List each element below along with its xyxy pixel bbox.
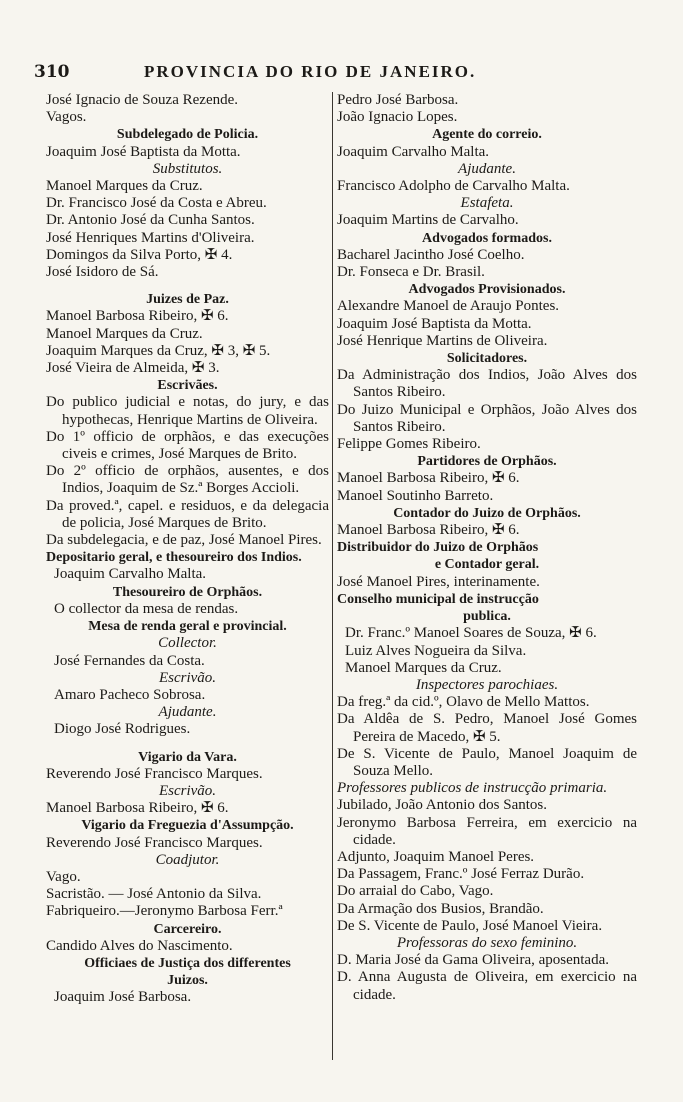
entry-line: Joaquim Martins de Carvalho.: [337, 212, 519, 229]
subheading: Estafeta.: [460, 195, 514, 212]
spacer: [46, 739, 329, 749]
subheading: Escrivão.: [158, 669, 217, 686]
entry-paragraph: Jeronymo Barbosa Ferreira, em exercicio na cidade.: [337, 814, 637, 848]
section-heading: Thesoureiro de Orphãos.: [112, 584, 263, 600]
entry-line: O collector da mesa de rendas.: [54, 600, 239, 617]
entry-paragraph: Do 1º officio de orphãos, e das execuções civeis e crimes, José Marques de Brito.: [46, 428, 329, 463]
entry-paragraph: Do 2º officio de orphãos, ausentes, e dos Indios, Joaquim de Sz.ª Borges Accioli.: [46, 463, 329, 497]
section-heading: Advogados Provisionados.: [408, 282, 566, 298]
entry-line: Bacharel Jacintho José Coelho.: [337, 246, 525, 263]
entry-line: João Ignacio Lopes.: [337, 109, 458, 126]
subheading: Inspectores parochiaes.: [415, 676, 559, 693]
section-heading: Escrivães.: [157, 378, 218, 394]
entry-line: Vago.: [46, 868, 81, 885]
entry-line: Domingos da Silva Porto, ✠ 4.: [46, 246, 233, 263]
section-heading: Distribuidor do Juizo de Orphãos: [337, 540, 539, 556]
entry-line: José Manoel Pires, interinamente.: [337, 573, 540, 590]
subheading: Ajudante.: [458, 160, 516, 177]
section-heading: Vigario da Freguezia d'Assumpção.: [81, 818, 294, 834]
entry-line: Alexandre Manoel de Araujo Pontes.: [337, 298, 560, 315]
section-heading: Conselho municipal de instrucção: [337, 591, 539, 607]
entry-line: Amaro Pacheco Sobrosa.: [54, 686, 206, 703]
section-heading: publica.: [463, 609, 511, 625]
entry-line: Manoel Barbosa Ribeiro, ✠ 6.: [337, 522, 520, 539]
section-heading: Vigario da Vara.: [138, 749, 237, 765]
entry-line: Pedro José Barbosa.: [337, 92, 459, 108]
section-heading: e Contador geral.: [434, 557, 540, 573]
entry-line: Dr. Antonio José da Cunha Santos.: [46, 212, 255, 229]
section-heading: Advogados formados.: [422, 230, 552, 246]
subheading: Coadjutor.: [155, 851, 220, 868]
entry-line: Manoel Barbosa Ribeiro, ✠ 6.: [46, 800, 229, 817]
entry-line: Felippe Gomes Ribeiro.: [337, 436, 481, 453]
entry-line: Manoel Barbosa Ribeiro, ✠ 6.: [337, 470, 520, 487]
entry-paragraph: D. Maria José da Gama Oliveira, aposentada.: [337, 952, 609, 969]
entry-line: Dr. Franc.º Manoel Soares de Souza, ✠ 6.: [345, 625, 597, 642]
entry-paragraph: Da proved.ª, capel. e residuos, e da delegacia de policia, José Marques de Brito.: [46, 497, 329, 531]
entry-line: Reverendo José Francisco Marques.: [46, 765, 263, 782]
entry-line: José Ignacio de Souza Rezende.: [46, 92, 239, 108]
entry-paragraph: D. Anna Augusta de Oliveira, em exercicio na cidade.: [337, 969, 637, 1003]
section-heading: Mesa de renda geral e provincial.: [88, 619, 287, 635]
entry-line: José Fernandes da Costa.: [54, 652, 205, 669]
entry-line: José Isidoro de Sá.: [46, 264, 159, 281]
entry-line: Manoel Marques da Cruz.: [46, 325, 203, 342]
entry-line: Joaquim Carvalho Malta.: [54, 566, 207, 583]
subheading: Substitutos.: [152, 160, 223, 177]
entry-line: Dr. Francisco José da Costa e Abreu.: [46, 195, 267, 212]
section-heading: Juizes de Paz.: [146, 292, 229, 308]
entry-line: Manoel Marques da Cruz.: [46, 178, 203, 195]
section-heading: Subdelegado de Policia.: [116, 127, 259, 143]
entry-line: Dr. Fonseca e Dr. Brasil.: [337, 264, 485, 281]
entry-line: José Vieira de Almeida, ✠ 3.: [46, 360, 220, 377]
entry-line: Adjunto, Joaquim Manoel Peres.: [337, 848, 535, 865]
column-divider: [332, 92, 333, 1060]
entry-line: Joaquim José Barbosa.: [54, 989, 192, 1006]
entry-line: José Henriques Martins d'Oliveira.: [46, 229, 255, 246]
right-column: [337, 92, 637, 1004]
spacer: [46, 281, 329, 291]
entry-line: Jubilado, João Antonio dos Santos.: [337, 797, 548, 814]
section-heading: Carcereiro.: [153, 921, 222, 937]
section-heading: Solicitadores.: [446, 351, 528, 367]
section-heading: Contador do Juizo de Orphãos.: [393, 505, 581, 521]
subheading: Professores publicos de instrucção primaria.: [337, 780, 608, 797]
entry-paragraph: Do Juizo Municipal e Orphãos, João Alves dos Santos Ribeiro.: [337, 401, 637, 435]
subheading: Collector.: [158, 635, 217, 652]
entry-line: Fabriqueiro.—Jeronymo Barbosa Ferr.ª: [46, 903, 283, 920]
entry-line: Francisco Adolpho de Carvalho Malta.: [337, 178, 570, 195]
subheading: Ajudante.: [158, 704, 217, 721]
entry-line: Reverendo José Francisco Marques.: [46, 834, 263, 851]
entry-line: Luiz Alves Nogueira da Silva.: [345, 642, 527, 659]
entry-line: Manoel Soutinho Barreto.: [337, 487, 494, 504]
entry-line: Joaquim Carvalho Malta.: [337, 143, 490, 160]
entry-line: Manoel Marques da Cruz.: [345, 659, 502, 676]
entry-line: Joaquim Marques da Cruz, ✠ 3, ✠ 5.: [46, 342, 271, 359]
entry-line: Candido Alves do Nascimento.: [46, 937, 233, 954]
entry-paragraph: De S. Vicente de Paulo, Manoel Joaquim de Souza Mello.: [337, 745, 637, 779]
entry-paragraph: De S. Vicente de Paulo, José Manoel Vieira.: [337, 917, 603, 934]
entry-paragraph: Da Aldêa de S. Pedro, Manoel José Gomes Pereira de Macedo, ✠ 5.: [337, 711, 637, 745]
entry-line: José Henrique Martins de Oliveira.: [337, 332, 548, 349]
section-heading: Juizos.: [167, 973, 208, 989]
subheading: Professoras do sexo feminino.: [396, 934, 578, 951]
entry-line: Da Passagem, Franc.º José Ferraz Durão.: [337, 866, 585, 883]
section-heading: Depositario geral, e thesoureiro dos Indios.: [46, 550, 302, 566]
entry-line: Manoel Barbosa Ribeiro, ✠ 6.: [46, 308, 229, 325]
entry-line: Da freg.ª da cid.º, Olavo de Mello Mattos.: [337, 694, 590, 711]
section-heading: Partidores de Orphãos.: [417, 454, 557, 470]
entry-line: Diogo José Rodrigues.: [54, 721, 191, 738]
page-title: PROVINCIA DO RIO DE JANEIRO.: [144, 62, 477, 81]
entry-line: Sacristão. — José Antonio da Silva.: [46, 886, 262, 903]
left-column: [46, 92, 329, 1007]
entry-line: Vagos.: [46, 109, 87, 126]
subheading: Escrivão.: [158, 782, 217, 799]
page-header: [24, 62, 664, 86]
entry-line: Joaquim José Baptista da Motta.: [337, 315, 532, 332]
entry-line: Do arraial do Cabo, Vago.: [337, 883, 494, 900]
page-number: 310: [34, 62, 70, 82]
section-heading: Officiaes de Justiça dos differentes: [84, 955, 291, 971]
entry-line: Joaquim José Baptista da Motta.: [46, 143, 241, 160]
entry-line: Da Armação dos Busios, Brandão.: [337, 900, 544, 917]
section-heading: Agente do correio.: [432, 127, 542, 143]
entry-paragraph: Da subdelegacia, e de paz, José Manoel Pires.: [46, 532, 322, 549]
entry-paragraph: Do publico judicial e notas, do jury, e das hypothecas, Henrique Martins de Oliveira.: [46, 394, 329, 428]
entry-paragraph: Da Administração dos Indios, João Alves dos Santos Ribeiro.: [337, 367, 637, 401]
